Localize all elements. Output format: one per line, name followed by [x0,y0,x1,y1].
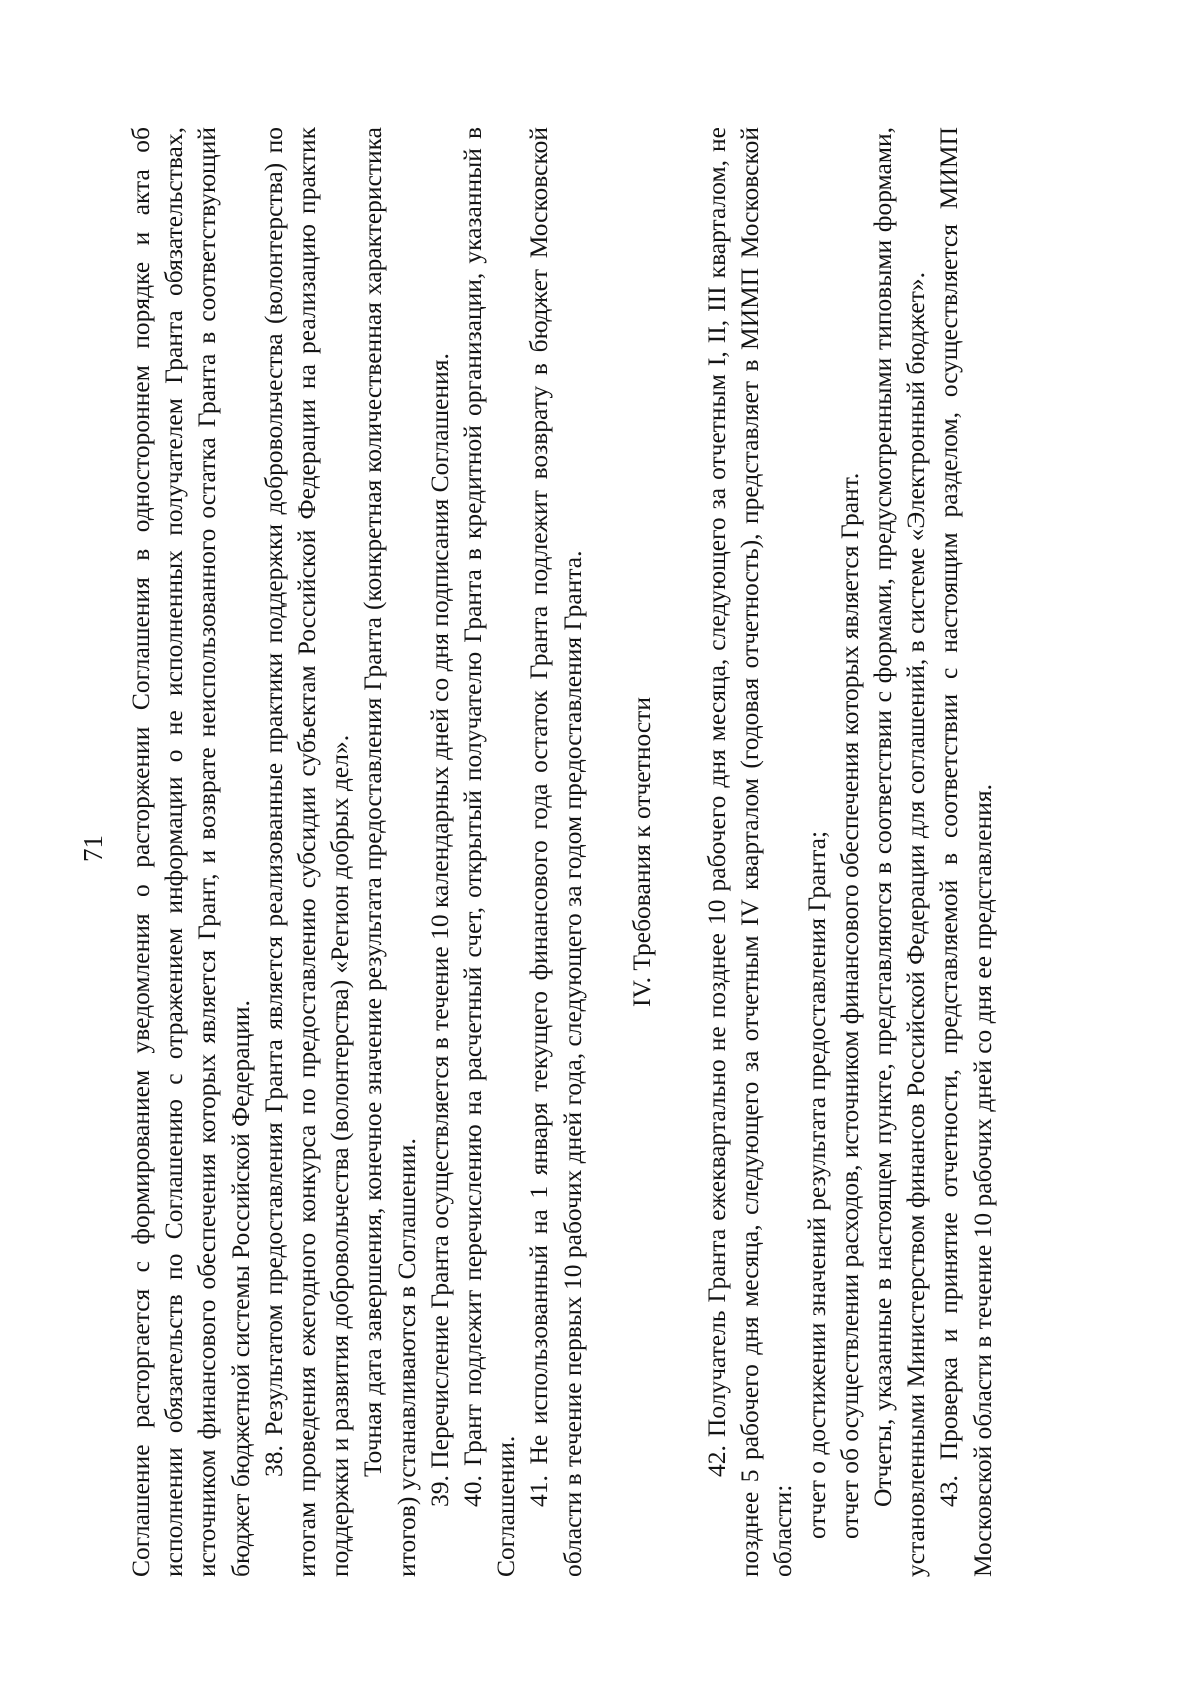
paragraph-42: 42. Получатель Гранта ежеквартально не позднее 10 рабочего дня месяца, следующего за отчетным I, II, III кварталом, не позднее 5 рабочего дня месяца, следующего за отчетным IV кварталом (годовая отчетность), представляет в МИМП Московской области: [702,127,798,1577]
paragraph-40: 40. Грант подлежит перечислению на расчетный счет, открытый получателю Гранта в кредитной организации, указанный в Соглашении. [458,127,521,1577]
paragraph-38: 38. Результатом предоставления Гранта является реализованные практики поддержки добровольчества (волонтерства) по итогам проведения ежегодного конкурса по предоставлению субсидии субъектам Российской Федерации на реализацию практик поддержки и развития добровольчества (волонтерства) «Регион добрых дел». [258,127,355,1577]
paragraph-termination: Соглашение расторгается с формированием уведомления о расторжении Соглашения в одностороннем порядке и акта об исполнении обязательств по Соглашению с отражением информации о не исполненных получателем Гранта обязательствах, источником финансового обеспечения которых является Грант, и возврате неиспользованного остатка Гранта в соответствующий бюджет бюджетной системы Российской Федерации. [126,127,255,1577]
section-heading: IV. Требования к отчетности [626,697,656,1007]
page-number: 71 [78,835,108,862]
paragraph-report-expenses: отчет об осуществлении расходов, источником финансового обеспечения которых является Грант. [834,472,864,1539]
paragraph-report-forms: Отчеты, указанные в настоящем пункте, представляются в соответствии с формами, предусмотренными типовыми формами, установленными Министерством финансов Российской Федерации для соглашений, в системе «Электронный бюджет». [868,127,931,1577]
paragraph-41: 41. Не использованный на 1 января текущего финансового года остаток Гранта подлежит возврату в бюджет Московской области в течение первых 10 рабочих дней года, следующего за годом предоставления Гранта. [524,127,587,1577]
paragraph-39: 39. Перечисление Гранта осуществляется в течение 10 календарных дней со дня подписания Соглашения. [424,353,454,1507]
paragraph-report-results: отчет о достижении значений результата предоставления Гранта; [801,830,831,1539]
paragraph-result-date: Точная дата завершения, конечное значение результата предоставления Гранта (конкретная количественная характеристика итогов) устанавливаются в Соглашении. [358,127,421,1577]
paragraph-43: 43. Проверка и принятие отчетности, представляемой в соответствии с настоящим разделом, осуществляется МИМП Московской области в течение 10 рабочих дней со дня ее представления. [934,127,997,1577]
document-text [124,127,999,1577]
